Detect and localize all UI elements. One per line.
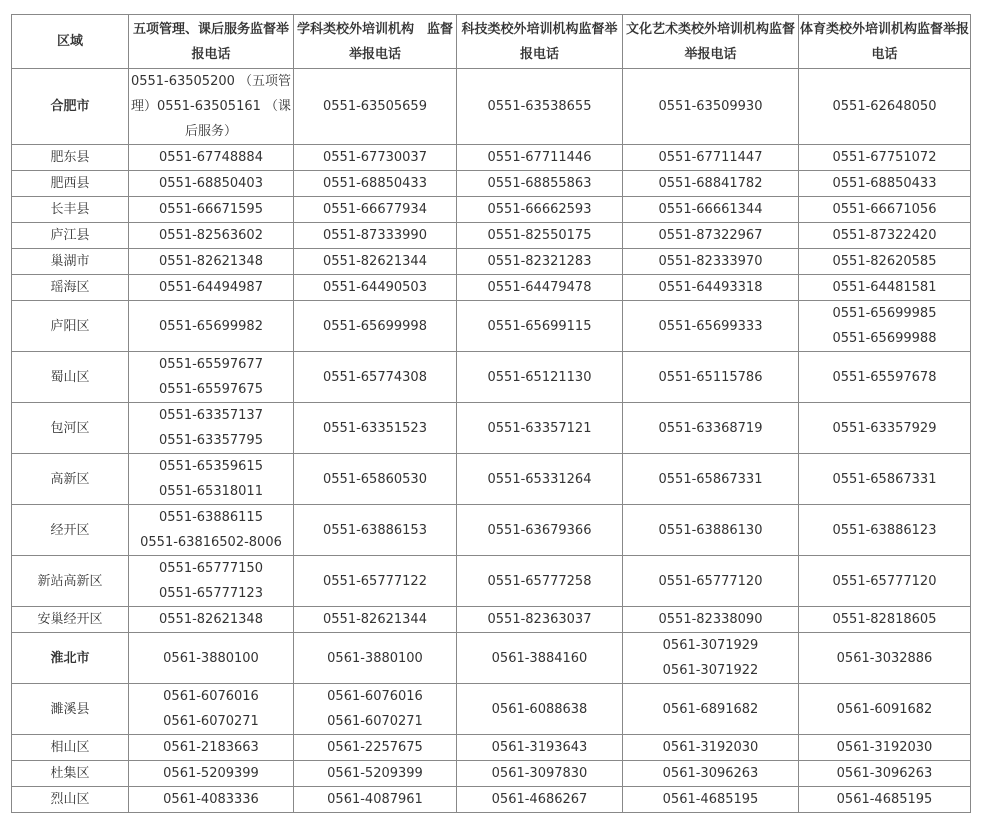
phone-cell-academic: [294, 197, 457, 223]
phone-number: 0551-65597678: [832, 369, 937, 385]
phone-number: 0551-65777122: [323, 573, 427, 589]
phone-cell-arts: [623, 607, 799, 633]
phone-number: 0551-65699115: [487, 318, 592, 334]
phone-number: 0551-66662593: [487, 202, 592, 217]
phone-cell-academic: [294, 403, 457, 454]
phone-cell-tech: [457, 454, 623, 505]
phone-cell-sports: [799, 69, 971, 145]
region-cell: 蜀山区: [12, 352, 129, 403]
phone-number: 0561-3884160: [491, 650, 588, 666]
phone-number: 0551-65777150: [159, 561, 263, 576]
phone-cell-academic: [294, 761, 457, 787]
phone-cell-five-items: [129, 275, 294, 301]
phone-cell-sports: [799, 761, 971, 787]
table-row: [12, 249, 971, 275]
phone-number: 0551-63368719: [658, 420, 763, 436]
region-cell: 肥西县: [12, 171, 129, 197]
phone-number: 0561-5209399: [163, 766, 259, 781]
phone-cell-arts: [623, 301, 799, 352]
phone-cell-academic: [294, 171, 457, 197]
phone-cell-five-items: [129, 352, 294, 403]
table-row: [12, 145, 971, 171]
phone-number: 0551-82338090: [658, 612, 763, 627]
phone-number: 0561-6076016: [327, 689, 423, 704]
phone-number: 0561-3096263: [662, 766, 759, 781]
phone-number: 0551-65597675: [159, 382, 263, 397]
phone-cell-five-items: [129, 301, 294, 352]
phone-cell-tech: [457, 556, 623, 607]
phone-number: 0551-65860530: [323, 471, 427, 487]
header-arts: 文化艺术类校外培训机构监督举报电话: [623, 15, 799, 69]
table-row: [12, 454, 971, 505]
phone-number: 0561-4685195: [662, 792, 759, 807]
phone-cell-tech: [457, 505, 623, 556]
table-row: [12, 505, 971, 556]
phone-number: 0551-87322967: [658, 228, 763, 243]
phone-number: 0551-87322420: [832, 228, 937, 243]
phone-cell-tech: [457, 249, 623, 275]
phone-number: 0561-3192030: [836, 740, 933, 755]
phone-cell-academic: [294, 684, 457, 735]
phone-number: 0551-65867331: [832, 471, 937, 487]
phone-cell-arts: [623, 403, 799, 454]
phone-number: 0551-82363037: [487, 612, 592, 627]
phone-cell-tech: [457, 633, 623, 684]
phone-number: 0551-64481581: [832, 280, 937, 295]
phone-cell-sports: [799, 275, 971, 301]
phone-number: 0561-4087961: [327, 792, 423, 807]
phone-number: 0551-82621348: [159, 612, 263, 627]
phone-number: 0561-2257675: [327, 740, 423, 755]
table-body: [12, 69, 971, 813]
phone-number: 0551-63357795: [159, 433, 263, 448]
table-row: [12, 761, 971, 787]
region-cell: 安巢经开区: [12, 607, 129, 633]
phone-number: 0561-4083336: [163, 792, 259, 807]
table-row: [12, 171, 971, 197]
phone-number: 0551-65774308: [323, 369, 427, 385]
phone-number: 0561-6076016: [163, 689, 259, 704]
phone-number: 0551-82621344: [323, 254, 427, 269]
region-cell: 相山区: [12, 735, 129, 761]
region-cell: 杜集区: [12, 761, 129, 787]
phone-number: 0551-82620585: [832, 254, 937, 269]
region-cell: 包河区: [12, 403, 129, 454]
table-row: [12, 301, 971, 352]
phone-cell-tech: [457, 735, 623, 761]
region-cell: 庐江县: [12, 223, 129, 249]
phone-cell-tech: [457, 403, 623, 454]
phone-cell-arts: [623, 275, 799, 301]
hotline-table: [11, 14, 971, 813]
phone-cell-tech: [457, 223, 623, 249]
phone-cell-five-items: [129, 223, 294, 249]
phone-number: 0551-82321283: [487, 254, 592, 269]
phone-cell-academic: [294, 556, 457, 607]
phone-number: 0551-65699985: [832, 306, 937, 321]
phone-number: 0551-82621344: [323, 612, 427, 627]
phone-cell-academic: [294, 352, 457, 403]
phone-number: 0551-65597677: [159, 357, 263, 372]
phone-cell-five-items: [129, 607, 294, 633]
phone-number: 0561-3097830: [491, 766, 588, 781]
header-region: 区域: [12, 15, 129, 69]
phone-cell-sports: [799, 633, 971, 684]
phone-number: 0551-63679366: [487, 522, 592, 538]
phone-number: 0551-65699333: [658, 318, 763, 334]
phone-number: 0551-63505659: [323, 99, 427, 114]
header-row: [12, 15, 971, 69]
phone-cell-sports: [799, 454, 971, 505]
phone-number: 0551-68850433: [323, 176, 427, 191]
phone-number: 0551-63351523: [323, 420, 427, 436]
phone-number: 0561-6091682: [836, 701, 933, 717]
phone-cell-academic: [294, 275, 457, 301]
phone-cell-academic: [294, 607, 457, 633]
phone-number: 0561-4685195: [836, 792, 933, 807]
phone-cell-tech: [457, 275, 623, 301]
phone-number: 0551-67711447: [658, 150, 763, 165]
phone-cell-five-items: [129, 403, 294, 454]
phone-cell-sports: [799, 352, 971, 403]
phone-number: 0561-3193643: [491, 740, 588, 755]
phone-number: 0551-67711446: [487, 150, 592, 165]
phone-cell-tech: [457, 197, 623, 223]
table-row: [12, 787, 971, 813]
table-row: [12, 607, 971, 633]
phone-number: 0551-65699988: [832, 331, 937, 346]
phone-number: 0551-82621348: [159, 254, 263, 269]
region-cell: 烈山区: [12, 787, 129, 813]
phone-cell-five-items: [129, 505, 294, 556]
phone-number: 0551-62648050: [832, 99, 937, 114]
phone-number: 0551-65867331: [658, 471, 763, 487]
header-tech: 科技类校外培训机构监督举报电话: [457, 15, 623, 69]
phone-number: 0551-66661344: [658, 202, 763, 217]
phone-number: 0551-65115786: [658, 369, 763, 385]
table-row: [12, 735, 971, 761]
phone-number: 0561-3071929: [662, 638, 759, 653]
phone-cell-sports: [799, 505, 971, 556]
phone-cell-arts: [623, 787, 799, 813]
table-row: [12, 684, 971, 735]
phone-cell-arts: [623, 735, 799, 761]
phone-cell-sports: [799, 171, 971, 197]
phone-number: 0551-64493318: [658, 280, 763, 295]
phone-cell-tech: [457, 761, 623, 787]
phone-cell-academic: [294, 301, 457, 352]
phone-number: 0551-82550175: [487, 228, 592, 243]
phone-number: 0561-3192030: [662, 740, 759, 755]
region-cell: 庐阳区: [12, 301, 129, 352]
phone-number: 0551-66677934: [323, 202, 427, 217]
phone-cell-tech: [457, 352, 623, 403]
header-sports: 体育类校外培训机构监督举报电话: [799, 15, 971, 69]
phone-number: 0551-63509930: [658, 99, 763, 114]
phone-cell-five-items: [129, 69, 294, 145]
phone-number: 0561-3880100: [163, 650, 259, 666]
region-cell: 长丰县: [12, 197, 129, 223]
phone-number: 0551-87333990: [323, 228, 427, 243]
phone-cell-sports: [799, 249, 971, 275]
phone-number: 0551-63886115: [159, 510, 263, 525]
phone-number: 0561-3880100: [327, 650, 423, 666]
phone-cell-arts: [623, 249, 799, 275]
phone-cell-arts: [623, 684, 799, 735]
phone-number: 0561-6070271: [327, 714, 423, 729]
phone-cell-tech: [457, 787, 623, 813]
phone-cell-five-items: [129, 197, 294, 223]
table-row: [12, 69, 971, 145]
phone-number: 0551-65777123: [159, 586, 263, 601]
phone-number: 0561-5209399: [327, 766, 423, 781]
phone-number: 0551-63505200 （五项管理）0551-63505161 （课后服务）: [130, 74, 292, 139]
phone-number: 0561-3032886: [836, 650, 933, 666]
phone-cell-five-items: [129, 735, 294, 761]
phone-cell-arts: [623, 223, 799, 249]
phone-cell-sports: [799, 556, 971, 607]
phone-number: 0551-68850433: [832, 176, 937, 191]
phone-number: 0551-67730037: [323, 150, 427, 165]
phone-cell-arts: [623, 197, 799, 223]
region-cell: 高新区: [12, 454, 129, 505]
phone-cell-academic: [294, 223, 457, 249]
phone-cell-arts: [623, 145, 799, 171]
region-cell: 淮北市: [12, 633, 129, 684]
phone-cell-tech: [457, 607, 623, 633]
region-cell: 合肥市: [12, 69, 129, 145]
table-row: [12, 633, 971, 684]
phone-number: 0551-65331264: [487, 471, 592, 487]
phone-number: 0551-63886130: [658, 522, 763, 538]
region-cell: 瑶海区: [12, 275, 129, 301]
phone-cell-academic: [294, 633, 457, 684]
phone-number: 0551-67748884: [159, 150, 263, 165]
phone-number: 0551-66671595: [159, 202, 263, 217]
phone-cell-tech: [457, 301, 623, 352]
phone-cell-arts: [623, 761, 799, 787]
phone-cell-five-items: [129, 633, 294, 684]
table-row: [12, 403, 971, 454]
phone-cell-five-items: [129, 556, 294, 607]
phone-number: 0551-63816502-8006: [140, 535, 282, 550]
phone-cell-academic: [294, 69, 457, 145]
phone-cell-arts: [623, 171, 799, 197]
phone-cell-tech: [457, 69, 623, 145]
header-five-items: 五项管理、课后服务监督举报电话: [129, 15, 294, 69]
phone-number: 0551-82818605: [832, 612, 937, 627]
phone-cell-five-items: [129, 761, 294, 787]
phone-number: 0551-64490503: [323, 280, 427, 295]
phone-cell-arts: [623, 505, 799, 556]
phone-cell-sports: [799, 403, 971, 454]
phone-cell-five-items: [129, 171, 294, 197]
phone-number: 0561-3096263: [836, 766, 933, 781]
region-cell: 濉溪县: [12, 684, 129, 735]
table-row: [12, 223, 971, 249]
phone-number: 0561-2183663: [163, 740, 259, 755]
phone-cell-sports: [799, 145, 971, 171]
header-academic: 学科类校外培训机构 监督举报电话: [294, 15, 457, 69]
phone-number: 0561-4686267: [491, 792, 588, 807]
phone-cell-tech: [457, 145, 623, 171]
phone-cell-five-items: [129, 145, 294, 171]
table-row: [12, 197, 971, 223]
phone-cell-academic: [294, 735, 457, 761]
phone-cell-sports: [799, 301, 971, 352]
phone-number: 0551-82563602: [159, 228, 263, 243]
phone-cell-arts: [623, 69, 799, 145]
phone-cell-arts: [623, 454, 799, 505]
phone-number: 0551-65777120: [832, 573, 937, 589]
phone-cell-arts: [623, 352, 799, 403]
phone-cell-tech: [457, 171, 623, 197]
phone-cell-sports: [799, 223, 971, 249]
phone-number: 0551-82333970: [658, 254, 763, 269]
phone-number: 0551-65699998: [323, 318, 427, 334]
phone-number: 0551-68841782: [658, 176, 763, 191]
phone-number: 0551-65121130: [487, 369, 592, 385]
phone-cell-arts: [623, 633, 799, 684]
phone-cell-arts: [623, 556, 799, 607]
phone-cell-academic: [294, 454, 457, 505]
phone-cell-sports: [799, 684, 971, 735]
phone-number: 0551-64479478: [487, 280, 592, 295]
phone-number: 0551-65699982: [159, 318, 263, 334]
phone-number: 0551-63357137: [159, 408, 263, 423]
phone-number: 0561-3071922: [662, 663, 759, 678]
phone-cell-five-items: [129, 454, 294, 505]
table-row: [12, 556, 971, 607]
phone-cell-five-items: [129, 249, 294, 275]
phone-cell-sports: [799, 607, 971, 633]
phone-cell-tech: [457, 684, 623, 735]
phone-number: 0551-65777120: [658, 573, 763, 589]
phone-number: 0551-64494987: [159, 280, 263, 295]
phone-number: 0551-63886153: [323, 522, 427, 538]
phone-number: 0551-66671056: [832, 202, 937, 217]
phone-number: 0551-63357929: [832, 420, 937, 436]
region-cell: 肥东县: [12, 145, 129, 171]
table-row: [12, 275, 971, 301]
phone-number: 0551-63538655: [487, 99, 592, 114]
phone-number: 0551-68850403: [159, 176, 263, 191]
phone-number: 0561-6891682: [662, 701, 759, 717]
phone-number: 0551-63357121: [487, 420, 592, 436]
region-cell: 经开区: [12, 505, 129, 556]
phone-cell-five-items: [129, 684, 294, 735]
phone-number: 0551-67751072: [832, 150, 937, 165]
region-cell: 巢湖市: [12, 249, 129, 275]
phone-number: 0551-65359615: [159, 459, 263, 474]
phone-cell-sports: [799, 735, 971, 761]
phone-cell-sports: [799, 197, 971, 223]
table-row: [12, 352, 971, 403]
phone-number: 0551-65318011: [159, 484, 263, 499]
phone-cell-academic: [294, 505, 457, 556]
phone-number: 0551-68855863: [487, 176, 592, 191]
phone-number: 0561-6088638: [491, 701, 588, 717]
phone-number: 0551-65777258: [487, 573, 592, 589]
phone-number: 0551-63886123: [832, 522, 937, 538]
phone-cell-five-items: [129, 787, 294, 813]
phone-cell-academic: [294, 787, 457, 813]
phone-number: 0561-6070271: [163, 714, 259, 729]
phone-cell-academic: [294, 249, 457, 275]
phone-cell-sports: [799, 787, 971, 813]
region-cell: 新站高新区: [12, 556, 129, 607]
phone-cell-academic: [294, 145, 457, 171]
